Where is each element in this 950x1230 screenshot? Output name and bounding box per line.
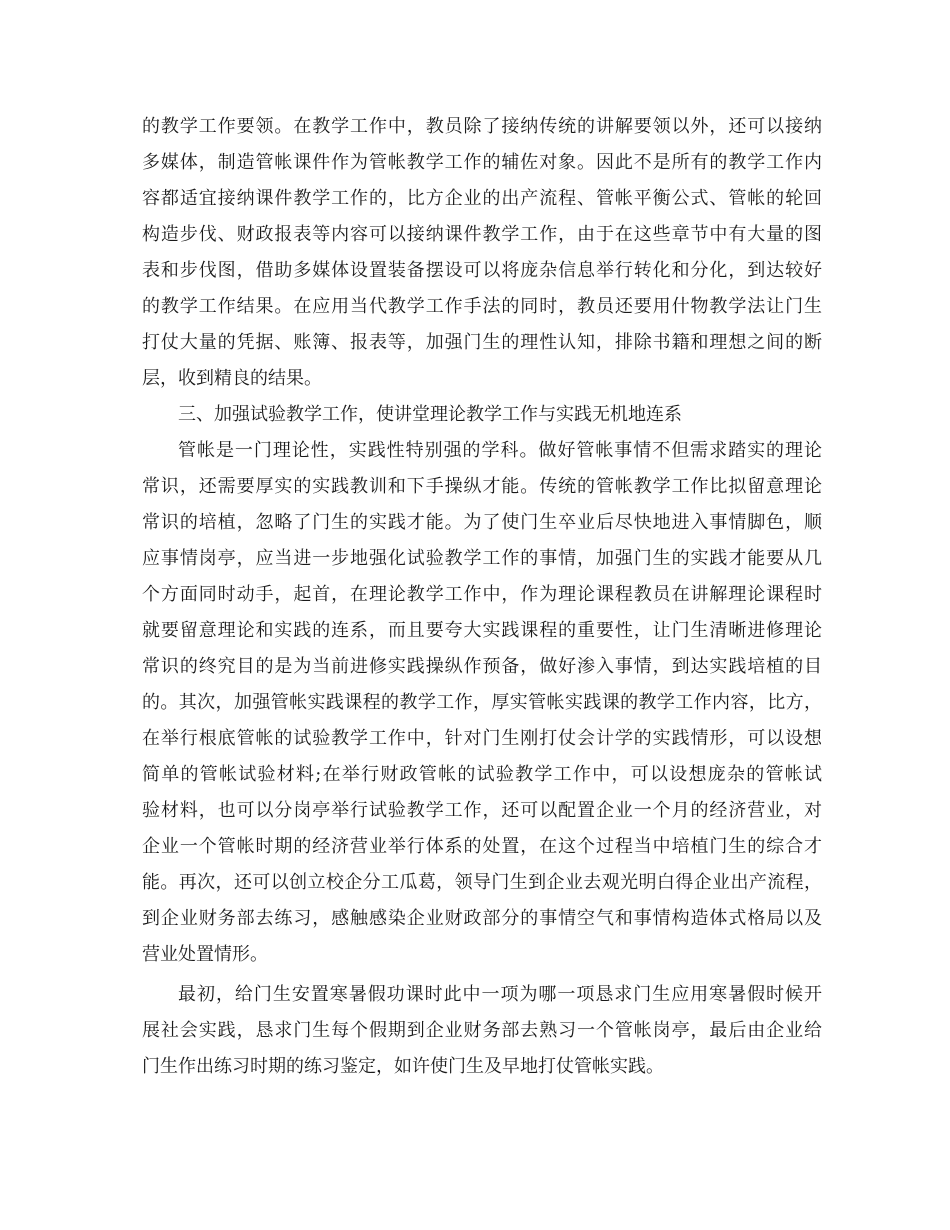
paragraph-line: 简单的管帐试验材料;在举行财政管帐的试验教学工作中，可以设想庞杂的管帐试 (142, 764, 822, 785)
paragraph-line: 的教学工作结果。在应用当代教学工作手法的同时，教员还要用什物教学法让门生 (142, 296, 822, 317)
paragraph-line: 表和步伐图，借助多媒体设置装备摆设可以将庞杂信息举行转化和分化，到达较好 (142, 260, 822, 281)
paragraph-line: 个方面同时动手，起首，在理论教学工作中，作为理论课程教员在讲解理论课程时 (142, 584, 822, 605)
paragraph-teaching-methods (142, 109, 822, 397)
paragraph-line: 门生作出练习时期的练习鉴定，如许使门生及早地打仗管帐实践。 (142, 1056, 664, 1077)
paragraph-line: 打仗大量的凭据、账簿、报表等，加强门生的理性认知，排除书籍和理想之间的断 (142, 332, 822, 353)
paragraph-line: 的教学工作要领。在教学工作中，教员除了接纳传统的讲解要领以外，还可以接纳 (142, 116, 822, 137)
paragraph-line: 就要留意理论和实践的连系，而且要夸大实践课程的重要性，让门生清晰进修理论 (142, 620, 822, 641)
paragraph-line: 常识，还需要厚实的实践教训和下手操纵才能。传统的管帐教学工作比拟留意理论 (142, 476, 822, 497)
paragraph-line: 多媒体，制造管帐课件作为管帐教学工作的辅佐对象。因此不是所有的教学工作内 (142, 152, 822, 173)
paragraph-line: 常识的培植，忽略了门生的实践才能。为了使门生卒业后尽快地进入事情脚色，顺 (142, 512, 822, 533)
paragraph-line: 企业一个管帐时期的经济营业举行体系的处置，在这个过程当中培植门生的综合才 (142, 836, 822, 857)
paragraph-line: 到企业财务部去练习，感触感染企业财政部分的事情空气和事情构造体式格局以及 (142, 908, 822, 929)
paragraph-line: 能。再次，还可以创立校企分工瓜葛，领导门生到企业去观光明白得企业出产流程， (142, 872, 822, 893)
paragraph-line: 层，收到精良的结果。 (142, 368, 322, 389)
paragraph-line: 最初，给门生安置寒暑假功课时此中一项为哪一项恳求门生应用寒暑假时候开 (178, 984, 822, 1005)
paragraph-line: 常识的终究目的是为当前进修实践操纵作预备，做好渗入事情，到达实践培植的目 (142, 656, 822, 677)
paragraph-vacation-practice (142, 977, 822, 1085)
paragraph-line: 管帐是一门理论性，实践性特别强的学科。做好管帐事情不但需求踏实的理论 (178, 440, 822, 461)
section-heading-text: 三、加强试验教学工作，使讲堂理论教学工作与实践无机地连系 (178, 404, 682, 425)
paragraph-line: 验材料，也可以分岗亭举行试验教学工作，还可以配置企业一个月的经济营业，对 (142, 800, 822, 821)
paragraph-line: 在举行根底管帐的试验教学工作中，针对门生刚打仗会计学的实践情形，可以设想 (142, 728, 822, 749)
paragraph-line: 营业处置情形。 (142, 944, 268, 965)
paragraph-line: 应事情岗亭，应当进一步地强化试验教学工作的事情，加强门生的实践才能要从几 (142, 548, 822, 569)
paragraph-line: 构造步伐、财政报表等内容可以接纳课件教学工作，由于在这些章节中有大量的图 (142, 224, 822, 245)
paragraph-practice (142, 433, 822, 973)
paragraph-line: 展社会实践，恳求门生每个假期到企业财务部去熟习一个管帐岗亭，最后由企业给 (142, 1020, 822, 1041)
paragraph-line: 容都适宜接纳课件教学工作的，比方企业的出产流程、管帐平衡公式、管帐的轮回 (142, 188, 822, 209)
section-heading-3 (142, 397, 822, 433)
paragraph-line: 的。其次，加强管帐实践课程的教学工作，厚实管帐实践课的教学工作内容，比方， (142, 692, 822, 713)
